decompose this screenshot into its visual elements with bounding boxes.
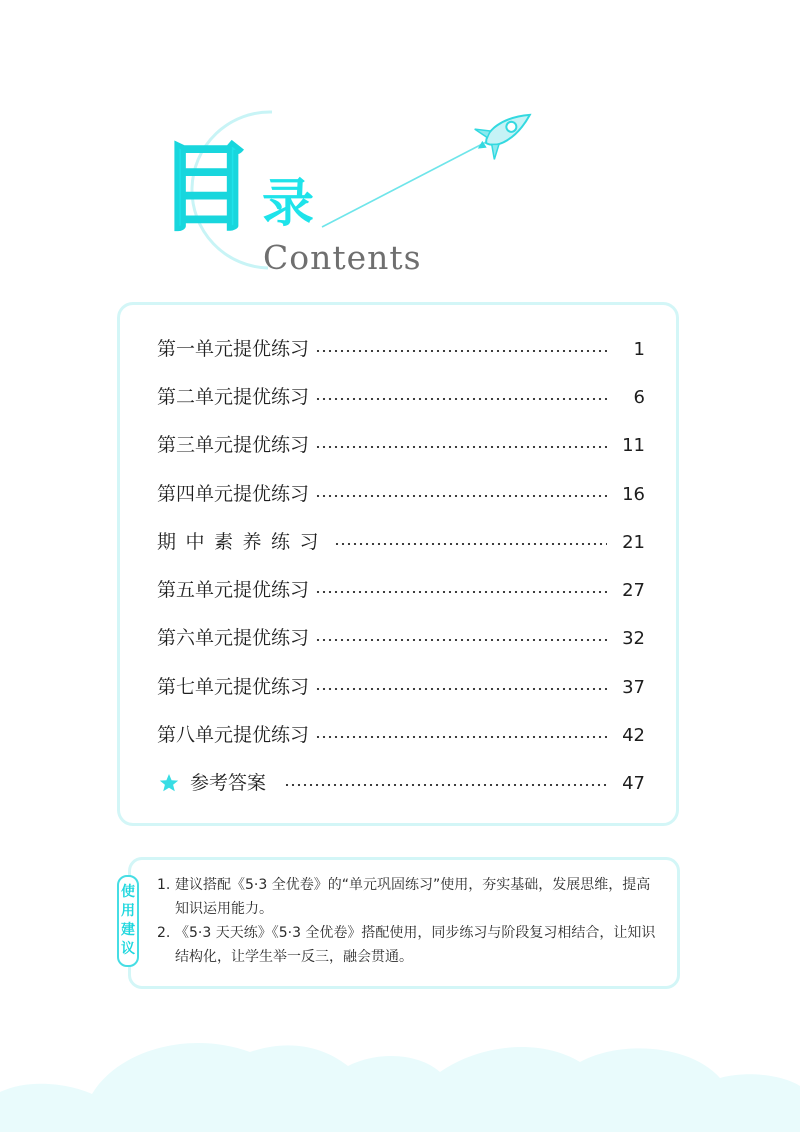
toc-entry-label: 期中素养练习 (157, 531, 329, 553)
toc-leader-dots (334, 543, 607, 545)
toc-entry[interactable] (157, 672, 645, 702)
usage-tips-tag-char: 用 (121, 903, 135, 919)
page-title-second: 录 (262, 174, 315, 234)
toc-entry-page: 27 (622, 579, 645, 601)
toc-entry-page: 11 (622, 434, 645, 456)
toc-entry-label: 第四单元提优练习 (157, 483, 310, 505)
usage-tips-tag-char: 议 (121, 941, 135, 957)
toc-entry[interactable] (157, 623, 645, 653)
toc-entry-page: 1 (633, 338, 645, 360)
toc-entry[interactable] (157, 479, 645, 509)
toc-entry-label: 第七单元提优练习 (157, 676, 310, 698)
toc-entry-page: 16 (622, 483, 645, 505)
toc-entry-page: 21 (622, 531, 645, 553)
toc-leader-dots (315, 736, 607, 738)
toc-entry-label: 第二单元提优练习 (157, 386, 310, 408)
usage-tips-tag-char: 建 (121, 922, 135, 938)
toc-entry-label: 第五单元提优练习 (157, 579, 310, 601)
toc-entry-page: 6 (633, 386, 645, 408)
toc-leader-dots (284, 784, 607, 786)
usage-tips-tag (117, 875, 139, 967)
toc-entry[interactable] (157, 527, 645, 557)
star-icon (159, 773, 179, 793)
page-title-english: Contents (263, 238, 422, 277)
usage-tip-text: 建议搭配《5·3 全优卷》的“单元巩固练习”使用，夯实基础，发展思维，提高知识运用能力。 (175, 877, 651, 917)
usage-tip-number: 2. (157, 925, 171, 941)
toc-entry[interactable] (157, 430, 645, 460)
toc-leader-dots (315, 398, 607, 400)
usage-tips-list (157, 873, 657, 969)
usage-tip-number: 1. (157, 877, 171, 893)
rocket-trail (322, 141, 488, 227)
cloud-decoration (0, 1043, 800, 1132)
usage-tips-tag-char: 使 (121, 884, 135, 900)
toc-entry[interactable] (157, 382, 645, 412)
usage-tip-item (157, 873, 657, 921)
toc-entry[interactable] (157, 575, 645, 605)
toc-leader-dots (315, 591, 607, 593)
toc-entry-page: 42 (622, 724, 645, 746)
toc-entry-label: 第一单元提优练习 (157, 338, 310, 360)
rocket-icon (468, 100, 540, 164)
toc-leader-dots (315, 639, 607, 641)
toc-entry-page: 47 (622, 772, 645, 794)
toc-entry-label: 第三单元提优练习 (157, 434, 310, 456)
toc-leader-dots (315, 350, 607, 352)
toc-entry-answers[interactable] (157, 768, 645, 798)
toc-entry[interactable] (157, 334, 645, 364)
toc-entry-label: 第六单元提优练习 (157, 627, 310, 649)
toc-entry-label: 第八单元提优练习 (157, 724, 310, 746)
toc-leader-dots (315, 446, 607, 448)
usage-tip-item (157, 921, 657, 969)
toc-entry-label: 参考答案 (190, 772, 267, 794)
toc-entry-page: 37 (622, 676, 645, 698)
toc-leader-dots (315, 495, 607, 497)
toc-entry[interactable] (157, 720, 645, 750)
toc-leader-dots (315, 688, 607, 690)
usage-tip-text: 《5·3 天天练》《5·3 全优卷》搭配使用，同步练习与阶段复习相结合，让知识结构化，让学生举一反三，融会贯通。 (175, 925, 656, 965)
page-title-main: 目 (158, 132, 254, 244)
toc-entry-page: 32 (622, 627, 645, 649)
